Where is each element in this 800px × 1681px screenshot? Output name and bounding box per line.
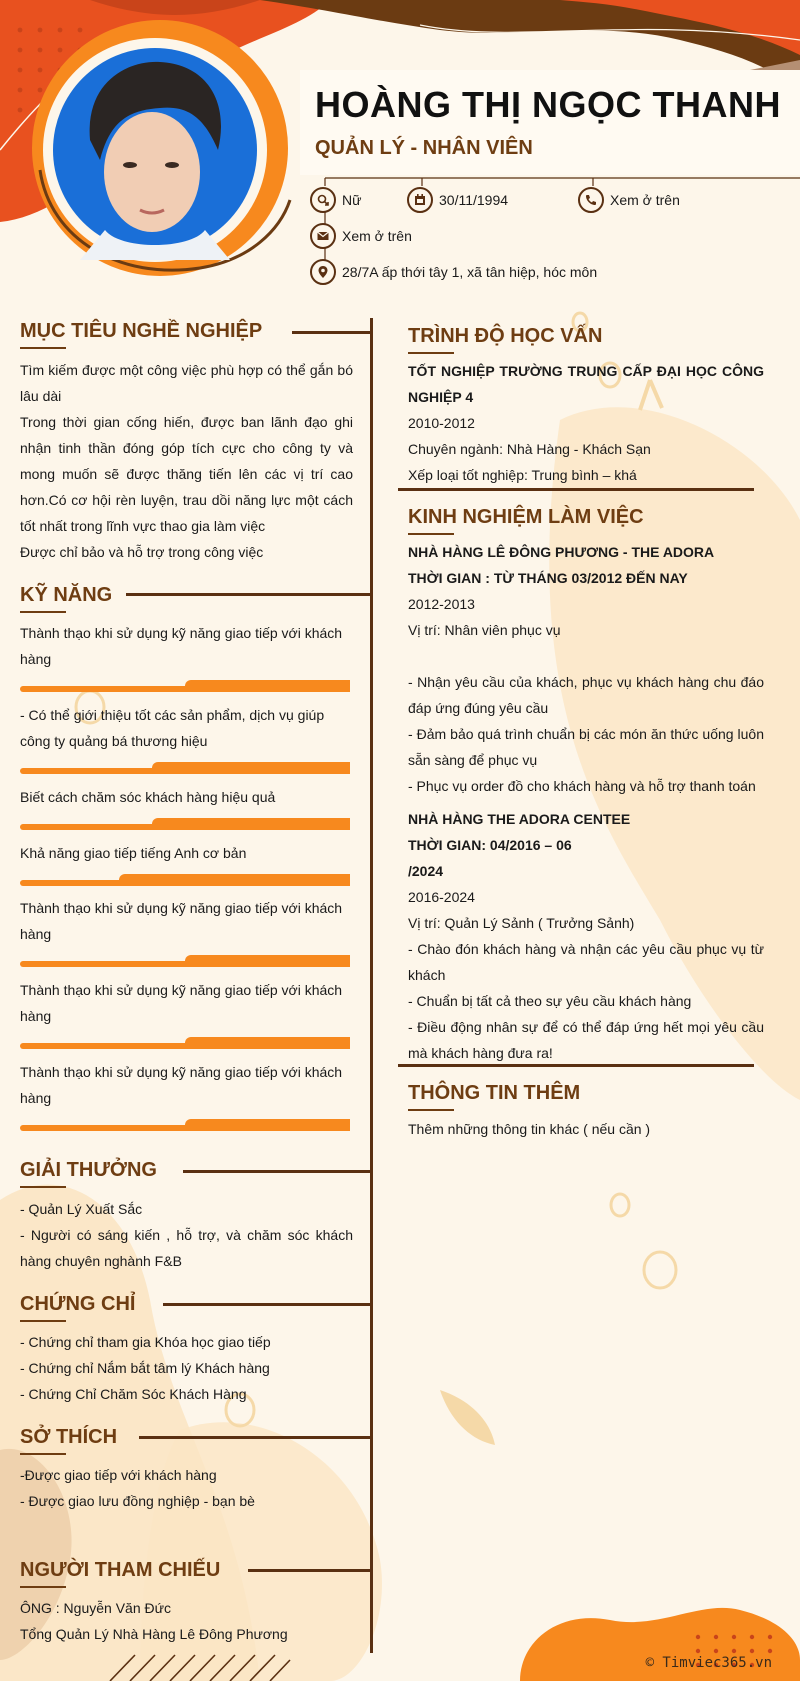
award-line: - Người có sáng kiến , hỗ trợ, và chăm sóc khách hàng chuyên nghành F&B: [20, 1227, 353, 1269]
references-title: NGƯỜI THAM CHIẾU: [20, 1559, 221, 1581]
birthdate-row: [407, 187, 508, 213]
awards-rule: [183, 1170, 372, 1173]
more-info-text: [408, 1116, 764, 1142]
job-duty: - Chào đón khách hàng và nhận các yêu cầu phục vụ từ khách: [408, 941, 764, 983]
job-duty: - Phục vụ order đồ cho khách hàng và hỗ trợ thanh toán: [408, 778, 756, 794]
references-text: [20, 1595, 353, 1647]
objective-line: Trong thời gian cống hiến, được ban lãnh đạo ghi nhận tinh thần đóng góp tích cực cho công ty và mong muốn sẽ được thăng tiến lên các vị trí cao hơn.Có cơ hội rèn luyện, trau dồi năng lực một cách tốt nhất trong lĩnh vực thao gia làm việc: [20, 414, 353, 534]
awards-underline: [20, 1186, 66, 1188]
objective-line: Tìm kiếm được một công việc phù hợp có thể gắn bó lâu dài: [20, 362, 353, 404]
job-block: [408, 806, 764, 1066]
candidate-role: QUẢN LÝ - NHÂN VIÊN: [315, 137, 533, 159]
certificate-line: - Chứng chỉ tham gia Khóa học giao tiếp: [20, 1334, 271, 1350]
birthdate-value: 30/11/1994: [439, 192, 509, 208]
skill-item: [20, 784, 350, 830]
experience-title: KINH NGHIỆM LÀM VIỆC: [408, 506, 644, 528]
skill-label: Thành thạo khi sử dụng kỹ năng giao tiếp với khách hàng: [20, 1064, 343, 1106]
certificates-title: CHỨNG CHỈ: [20, 1293, 136, 1315]
job-block: [408, 539, 764, 799]
skill-bar-fill: [185, 680, 350, 692]
skill-label: Thành thạo khi sử dụng kỹ năng giao tiếp với khách hàng: [20, 982, 343, 1024]
job-duty: - Nhận yêu cầu của khách, phục vụ khách hàng chu đáo đáp ứng đúng yêu cầu: [408, 674, 764, 716]
gender-value: Nữ: [342, 192, 362, 208]
gender-row: [310, 187, 361, 213]
job-time: THỜI GIAN: 04/2016 – 06: [408, 837, 572, 853]
skills-underline: [20, 611, 66, 613]
certificates-underline: [20, 1320, 66, 1322]
mail-icon: [310, 223, 336, 249]
email-value: Xem ở trên: [342, 228, 412, 244]
skill-bar: [20, 1119, 350, 1131]
certificates-header: [20, 1293, 135, 1322]
education-period: 2010-2012: [408, 415, 475, 431]
column-divider: [370, 318, 373, 1653]
address-value: 28/7A ấp thới tây 1, xã tân hiệp, hóc môn: [342, 264, 598, 280]
skill-bar: [20, 818, 350, 830]
job-time: THỜI GIAN : TỪ THÁNG 03/2012 ĐẾN NAY: [408, 570, 688, 586]
job-company: NHÀ HÀNG THE ADORA CENTEE: [408, 811, 631, 827]
certificates-text: [20, 1329, 353, 1407]
phone-icon: [578, 187, 604, 213]
experience-header: [408, 506, 644, 535]
skill-bar: [20, 762, 350, 774]
job-period: 2016-2024: [408, 889, 475, 905]
experience-divider: [398, 1064, 754, 1067]
objective-header: [20, 320, 262, 349]
skill-bar-fill: [185, 1119, 350, 1131]
skill-item: [20, 895, 350, 967]
skill-bar-fill: [152, 762, 350, 774]
skills-rule: [126, 593, 372, 596]
education-school: TỐT NGHIỆP TRƯỜNG TRUNG CẤP ĐẠI HỌC CÔNG NGHIỆP 4: [408, 363, 764, 405]
hobbies-header: [20, 1426, 117, 1455]
skill-bar-fill: [119, 874, 350, 886]
education-title: TRÌNH ĐỘ HỌC VẤN: [408, 325, 603, 347]
skill-bar-fill: [185, 955, 350, 967]
reference-line: ÔNG : Nguyễn Văn Đức: [20, 1600, 171, 1616]
experience-underline: [408, 533, 454, 535]
phone-row: [578, 187, 680, 213]
skill-bar-fill: [152, 818, 350, 830]
skill-label: Biết cách chăm sóc khách hàng hiệu quả: [20, 789, 276, 805]
skill-label: Khả năng giao tiếp tiếng Anh cơ bản: [20, 845, 247, 861]
references-underline: [20, 1586, 66, 1588]
awards-text: [20, 1196, 353, 1274]
phone-value: Xem ở trên: [610, 192, 680, 208]
objective-underline: [20, 347, 66, 349]
hobbies-rule: [139, 1436, 372, 1439]
references-rule: [248, 1569, 372, 1572]
hobbies-text: [20, 1462, 353, 1514]
job-position: Vị trí: Nhân viên phục vụ: [408, 622, 561, 638]
job-period: 2012-2013: [408, 596, 475, 612]
objective-text: [20, 357, 353, 565]
candidate-name: HOÀNG THỊ NGỌC THANH: [315, 84, 781, 125]
job-company: NHÀ HÀNG LÊ ĐÔNG PHƯƠNG - THE ADORA: [408, 544, 715, 560]
job-duty: - Chuẩn bị tất cả theo sự yêu cầu khách hàng: [408, 993, 692, 1009]
awards-title: GIẢI THƯỞNG: [20, 1159, 157, 1181]
email-row: [310, 223, 412, 249]
calendar-icon: [407, 187, 433, 213]
job-duty: - Điều động nhân sự để có thể đáp ứng hết mọi yêu cầu mà khách hàng đưa ra!: [408, 1019, 764, 1061]
skill-label: - Có thể giới thiệu tốt các sản phẩm, dịch vụ giúp công ty quảng bá thương hiệu: [20, 707, 325, 749]
job-time: /2024: [408, 863, 444, 879]
job-spacer: [408, 643, 764, 669]
education-underline: [408, 352, 454, 354]
skill-item: [20, 1059, 350, 1131]
reference-line: Tổng Quản Lý Nhà Hàng Lê Đông Phương: [20, 1626, 288, 1642]
more-info-line: Thêm những thông tin khác ( nếu cần ): [408, 1121, 651, 1137]
job-duty: - Đảm bảo quá trình chuẩn bị các món ăn thức uống luôn sẵn sàng để phục vụ: [408, 726, 764, 768]
certificate-line: - Chứng Chỉ Chăm Sóc Khách Hàng: [20, 1386, 247, 1402]
skills-title: KỸ NĂNG: [20, 584, 113, 606]
education-divider: [398, 488, 754, 491]
skill-item: [20, 702, 350, 774]
more-info-underline: [408, 1109, 454, 1111]
skill-item: [20, 840, 350, 886]
references-header: [20, 1559, 220, 1588]
objective-line: Được chỉ bảo và hỗ trợ trong công việc: [20, 544, 264, 560]
location-icon: [310, 259, 336, 285]
more-info-title: THÔNG TIN THÊM: [408, 1082, 581, 1104]
hobbies-underline: [20, 1453, 66, 1455]
footer-watermark: © Timviec365.vn: [645, 1655, 772, 1671]
more-info-header: [408, 1082, 580, 1111]
hobbies-title: SỞ THÍCH: [20, 1426, 118, 1448]
hobby-line: - Được giao lưu đồng nghiệp - bạn bè: [20, 1493, 255, 1509]
objective-rule: [292, 331, 372, 334]
skill-label: Thành thạo khi sử dụng kỹ năng giao tiếp với khách hàng: [20, 625, 343, 667]
skill-bar: [20, 955, 350, 967]
skill-item: [20, 977, 350, 1049]
job-position: Vị trí: Quản Lý Sảnh ( Trưởng Sảnh): [408, 915, 635, 931]
award-line: - Quản Lý Xuất Sắc: [20, 1201, 143, 1217]
address-row: [310, 259, 597, 285]
awards-header: [20, 1159, 157, 1188]
skill-label: Thành thạo khi sử dụng kỹ năng giao tiếp với khách hàng: [20, 900, 343, 942]
objective-title: MỤC TIÊU NGHỀ NGHIỆP: [20, 320, 263, 342]
gender-icon: [310, 187, 336, 213]
skill-bar: [20, 874, 350, 886]
education-header: [408, 325, 602, 354]
skill-bar-fill: [185, 1037, 350, 1049]
certificates-rule: [163, 1303, 372, 1306]
education-text: [408, 358, 764, 488]
skill-bar: [20, 680, 350, 692]
certificate-line: - Chứng chỉ Nắm bắt tâm lý Khách hàng: [20, 1360, 270, 1376]
hobby-line: -Được giao tiếp với khách hàng: [20, 1467, 217, 1483]
skill-item: [20, 620, 350, 692]
skills-header: [20, 584, 112, 613]
education-major: Chuyên ngành: Nhà Hàng - Khách Sạn: [408, 441, 651, 457]
skill-bar: [20, 1037, 350, 1049]
education-grade: Xếp loại tốt nghiệp: Trung bình – khá: [408, 467, 637, 483]
